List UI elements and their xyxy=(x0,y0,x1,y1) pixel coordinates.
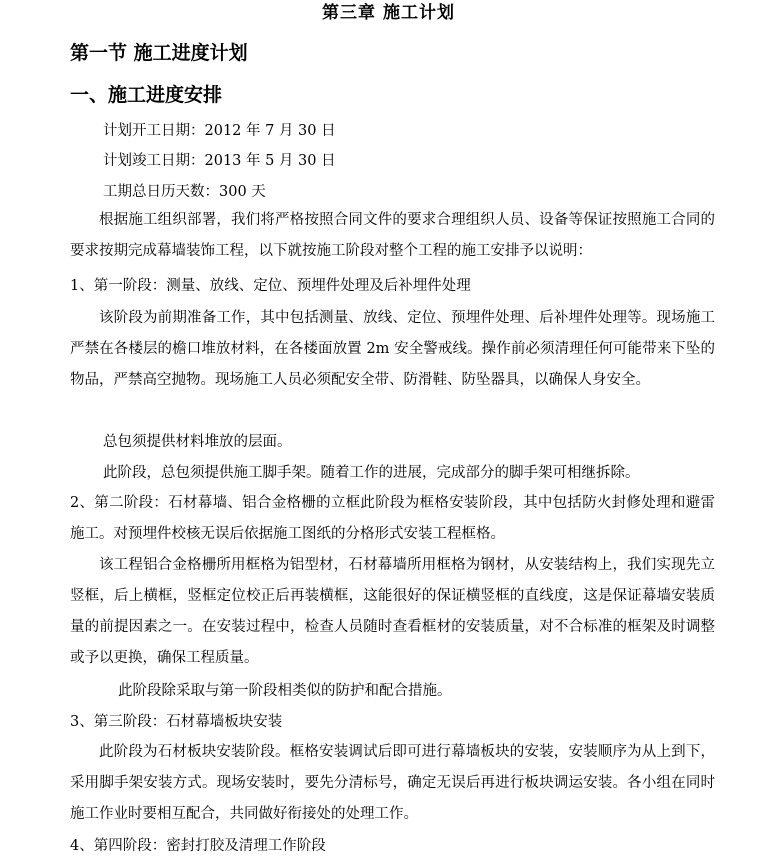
stage1-text-3: 此阶段，总包须提供施工脚手架。随着工作的进展，完成部分的脚手架可相继拆除。 xyxy=(103,465,640,481)
stage3-title: 3、第三阶段：石材幕墙板块安装 xyxy=(70,714,283,730)
stage3-text-1: 此阶段为石材板块安装阶段。框格安装调试后即可进行幕墙板块的安装，安装顺序为从上到下，采用脚手架安装方式。现场安装时，要先分清标号，确定无误后再进行板块调运安装。各小组在同时施工作业时要相互配合，共同做好衔接处的处理工作。 xyxy=(70,744,715,822)
stage1-text-1: 该阶段为前期准备工作，其中包括测量、放线、定位、预埋件处理、后补埋件处理等。现场施工严禁在各楼层的檐口堆放材料，在各楼面放置 2m 安全警戒线。操作前必须清理任何可能带来下坠的物品，严禁高空抛物。现场施工人员必须配安全带、防滑鞋、防坠器具，以确保人身安全。 xyxy=(70,310,715,388)
section-title: 第一节 施工进度计划 xyxy=(70,42,248,64)
stage2-text-1: 该工程铝合金格栅所用框格为铝型材，石材幕墙所用框格为钢材，从安装结构上，我们实现先立竖框，后上横框，竖框定位校正后再装横框，这能很好的保证横竖框的直线度，这是保证幕墙安装质量的前提因素之一。在安装过程中，检查人员随时查看框材的安装质量，对不合标准的框架及时调整或予以更换，确保工程质量。 xyxy=(70,557,715,666)
stage2-title: 2、第二阶段：石材幕墙、铝合金格栅的立框此阶段为框格安装阶段，其中包括防火封修处理和避雷施工。对预埋件校核无误后依据施工图纸的分格形式安装工程框格。 xyxy=(70,495,715,542)
subsection-title: 一、施工进度安排 xyxy=(70,84,223,106)
stage3-paragraph-1 xyxy=(70,737,715,830)
stage2-paragraph-1 xyxy=(70,550,715,674)
stage1-paragraph-1 xyxy=(70,303,715,396)
plan-end-date: 计划竣工日期：2013 年 5 月 30 日 xyxy=(103,153,336,169)
stage1-text-2: 总包须提供材料堆放的层面。 xyxy=(103,434,292,450)
intro-paragraph xyxy=(70,205,715,267)
stage1-title: 1、第一阶段：测量、放线、定位、预埋件处理及后补埋件处理 xyxy=(70,278,471,294)
stage4-title: 4、第四阶段：密封打胶及清理工作阶段 xyxy=(70,838,326,854)
chapter-title: 第三章 施工计划 xyxy=(322,3,455,23)
stage2-title-paragraph xyxy=(70,488,715,550)
total-days: 工期总日历天数：300 天 xyxy=(103,184,266,200)
intro-text: 根据施工组织部署，我们将严格按照合同文件的要求合理组织人员、设备等保证按照施工合同的要求按期完成幕墙装饰工程，以下就按施工阶段对整个工程的施工安排予以说明： xyxy=(70,212,715,259)
plan-start-date: 计划开工日期：2012 年 7 月 30 日 xyxy=(103,123,336,139)
stage2-text-2: 此阶段除采取与第一阶段相类似的防护和配合措施。 xyxy=(118,683,452,699)
